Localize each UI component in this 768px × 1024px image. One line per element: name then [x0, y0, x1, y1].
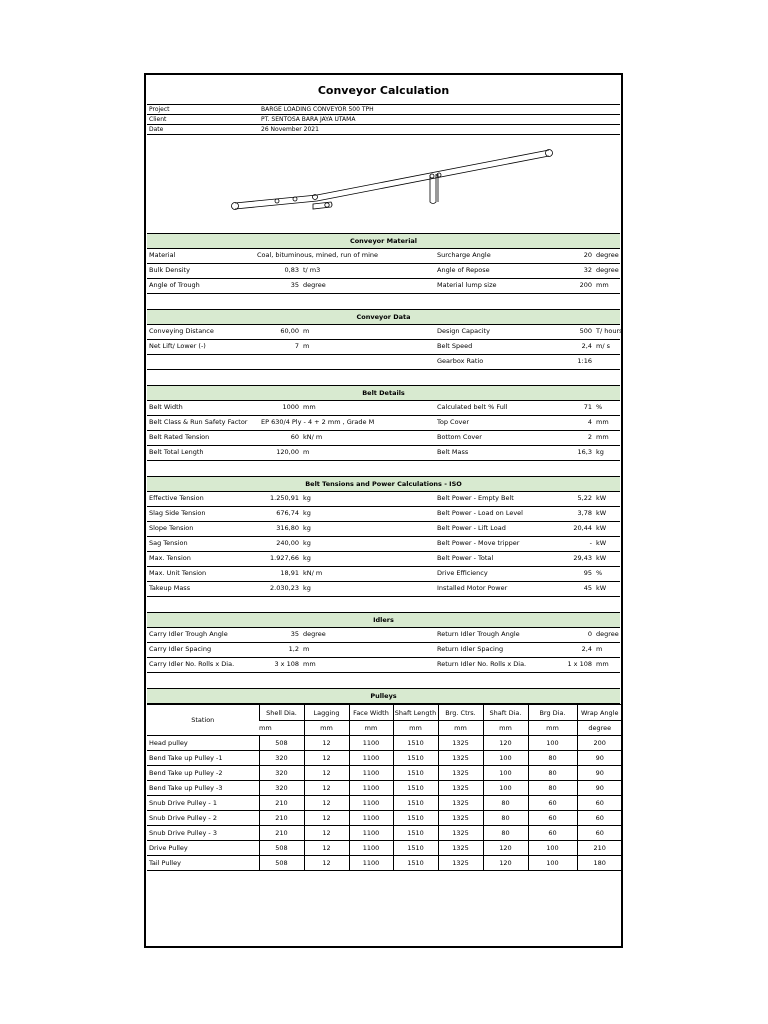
head-pulley-shape	[546, 150, 553, 157]
pulley-cell: 210	[577, 841, 622, 856]
idlers-label: Return Idler Spacing	[437, 645, 504, 653]
header-label: Client	[149, 116, 167, 123]
tensions-value: 18,91	[280, 569, 299, 577]
tensions-unit: kW	[596, 509, 607, 517]
tensions-label: Sag Tension	[149, 539, 188, 547]
belt-row	[147, 400, 620, 416]
belt-value: 4	[587, 418, 592, 426]
material-label: Material lump size	[437, 281, 497, 289]
data-label: Gearbox Ratio	[437, 357, 484, 365]
tensions-label: Installed Motor Power	[437, 584, 508, 592]
tensions-value: 316,80	[276, 524, 299, 532]
belt-value: 16,3	[577, 448, 592, 456]
idlers-label: Carry Idler Trough Angle	[149, 630, 228, 638]
pulley-cell: 508	[259, 736, 304, 751]
pulley-cell: 90	[577, 766, 622, 781]
table-row	[147, 811, 622, 826]
tensions-unit: kW	[596, 524, 607, 532]
data-value: 2,4	[581, 342, 592, 350]
belt-label: Top Cover	[437, 418, 470, 426]
pulley-cell: 12	[304, 751, 349, 766]
idlers-row	[147, 642, 620, 658]
tensions-value: 5,22	[577, 494, 592, 502]
tensions-value: 20,44	[573, 524, 592, 532]
pulley-cell: 80	[528, 781, 577, 796]
belt-value: 120,00	[276, 448, 299, 456]
material-row	[147, 248, 620, 264]
pulley-cell: 1325	[438, 736, 483, 751]
pulley-unit: mm	[393, 721, 438, 736]
pulley-column-header: Shell Dia.	[259, 705, 304, 721]
belt-row	[147, 415, 620, 431]
pulley-cell: 1510	[393, 811, 438, 826]
tensions-row	[147, 566, 620, 582]
tensions-label: Slag Side Tension	[149, 509, 206, 517]
tensions-unit: kN/ m	[303, 569, 323, 577]
belt-value: 2	[587, 433, 592, 441]
pulley-cell: 1510	[393, 751, 438, 766]
pulley-unit: mm	[259, 724, 272, 732]
tensions-label: Belt Power - Load on Level	[437, 509, 523, 517]
tensions-unit: kW	[596, 494, 607, 502]
pulley-cell: 210	[259, 826, 304, 841]
section-conveyor-material: Conveyor Material	[147, 233, 620, 249]
idlers-unit: mm	[303, 660, 316, 668]
belt-unit: kg	[596, 448, 604, 456]
section-pulleys: Pulleys	[147, 688, 620, 704]
pulley-cell: 1100	[349, 781, 393, 796]
pulley-cell: 90	[577, 781, 622, 796]
belt-unit: kN/ m	[303, 433, 323, 441]
pulley-cell: 60	[528, 826, 577, 841]
pulley-cell: 80	[528, 766, 577, 781]
pulley-cell: 80	[528, 751, 577, 766]
bend-pulley-shape	[430, 174, 434, 178]
tensions-unit: kg	[303, 524, 311, 532]
data-unit: T/ hours	[596, 327, 623, 335]
pulley-cell: 1325	[438, 796, 483, 811]
drive-pulley-shape	[325, 203, 329, 207]
pulley-cell: 12	[304, 796, 349, 811]
data-unit: m	[303, 327, 310, 335]
pulley-cell: 80	[483, 811, 528, 826]
pulley-cell: 210	[259, 811, 304, 826]
header-value: PT. SENTOSA BARA JAYA UTAMA	[261, 116, 356, 123]
tensions-unit: kg	[303, 494, 311, 502]
pulley-column-header: Lagging	[304, 705, 349, 721]
belt-lower	[235, 156, 549, 209]
header-row-date	[147, 125, 620, 135]
pulley-column-header: Shaft Length	[393, 705, 438, 721]
data-label: Conveying Distance	[149, 327, 214, 335]
data-label: Belt Speed	[437, 342, 473, 350]
idlers-value: 1,2	[288, 645, 299, 653]
pulley-cell: 1325	[438, 811, 483, 826]
tensions-unit: kg	[303, 584, 311, 592]
pulley-cell: 80	[483, 826, 528, 841]
pulley-cell: 60	[577, 796, 622, 811]
tensions-row	[147, 491, 620, 507]
pulley-cell: 320	[259, 751, 304, 766]
material-unit: t/ m3	[303, 266, 321, 274]
tensions-unit: %	[596, 569, 603, 577]
pulley-cell: 1510	[393, 826, 438, 841]
pulley-unit: mm	[483, 721, 528, 736]
pulley-cell: 120	[483, 856, 528, 871]
pulley-cell: 12	[304, 811, 349, 826]
pulley-cell: 12	[304, 826, 349, 841]
pulley-station-name: Snub Drive Pulley - 2	[149, 814, 217, 822]
pulley-station-name: Head pulley	[149, 739, 188, 747]
pulley-station-name: Drive Pulley	[149, 844, 188, 852]
data-row	[147, 339, 620, 355]
pulley-cell: 12	[304, 766, 349, 781]
data-value: 60,00	[280, 327, 299, 335]
pulley-column-header: Face Width	[349, 705, 393, 721]
belt-row	[147, 430, 620, 446]
belt-label: Belt Class & Run Safety Factor	[149, 418, 248, 426]
conveyor-diagram	[227, 138, 567, 218]
table-row	[147, 766, 622, 781]
pulley-station-name: Bend Take up Pulley -3	[149, 784, 223, 792]
tensions-value: 1.927,66	[270, 554, 299, 562]
belt-row	[147, 445, 620, 461]
idlers-value: 0	[587, 630, 592, 638]
belt-unit: mm	[596, 433, 609, 441]
material-value: 0,83	[284, 266, 299, 274]
tensions-row	[147, 536, 620, 552]
idlers-row	[147, 657, 620, 673]
section-idlers: Idlers	[147, 612, 620, 628]
table-row	[147, 841, 622, 856]
pulley-station-name: Tail Pulley	[149, 859, 181, 867]
table-row	[147, 736, 622, 751]
tensions-unit: kW	[596, 584, 607, 592]
tensions-label: Max. Unit Tension	[149, 569, 207, 577]
data-label: Design Capacity	[437, 327, 490, 335]
pulley-unit: degree	[577, 721, 622, 736]
idlers-label: Carry Idler No. Rolls x Dia.	[149, 660, 235, 668]
tensions-value: 29,43	[573, 554, 592, 562]
header-value: 26 November 2021	[261, 126, 319, 133]
pulley-cell: 1510	[393, 781, 438, 796]
belt-label: Calculated belt % Full	[437, 403, 508, 411]
tensions-value: 45	[583, 584, 592, 592]
pulley-cell: 1100	[349, 751, 393, 766]
material-label: Material	[149, 251, 176, 259]
pulley-cell: 1325	[438, 856, 483, 871]
data-value: 7	[294, 342, 299, 350]
pulley-station-name: Snub Drive Pulley - 3	[149, 829, 217, 837]
material-label: Angle of Trough	[149, 281, 200, 289]
material-value: 35	[290, 281, 299, 289]
table-row	[147, 826, 622, 841]
pulley-cell: 1510	[393, 736, 438, 751]
pulley-cell: 100	[483, 781, 528, 796]
data-row	[147, 354, 620, 370]
pulley-cell: 1100	[349, 841, 393, 856]
belt-upper	[235, 150, 549, 203]
pulley-cell: 508	[259, 856, 304, 871]
pulley-column-header: Wrap Angle	[577, 705, 622, 721]
header-row-project	[147, 105, 620, 115]
data-row	[147, 324, 623, 340]
material-label: Surcharge Angle	[437, 251, 491, 259]
material-row	[147, 263, 620, 279]
material-label: Angle of Repose	[437, 266, 490, 274]
table-row	[147, 781, 622, 796]
pulley-cell: 100	[528, 736, 577, 751]
section-belt-details: Belt Details	[147, 385, 620, 401]
pulley-cell: 12	[304, 781, 349, 796]
idlers-value: 3 x 108	[274, 660, 299, 668]
material-unit: degree	[596, 266, 619, 274]
tensions-value: 2.030,23	[270, 584, 299, 592]
tensions-label: Belt Power - Lift Load	[437, 524, 506, 532]
pulley-cell: 1100	[349, 826, 393, 841]
belt-label: Belt Mass	[437, 448, 469, 456]
pulley-cell: 1510	[393, 766, 438, 781]
belt-unit: mm	[303, 403, 316, 411]
pulley-cell: 120	[483, 736, 528, 751]
header-label: Project	[149, 106, 170, 113]
pulley-cell: 12	[304, 736, 349, 751]
idlers-unit: mm	[596, 660, 609, 668]
table-row	[147, 751, 622, 766]
header-row-client	[147, 115, 620, 125]
pulley-unit: mm	[304, 721, 349, 736]
pulley-unit: mm	[349, 721, 393, 736]
tensions-value: 240,00	[276, 539, 299, 547]
header-label: Date	[149, 126, 164, 133]
station-header: Station	[147, 705, 259, 736]
pulley-cell: 12	[304, 841, 349, 856]
belt-label: Belt Rated Tension	[149, 433, 210, 441]
page-title: Conveyor Calculation	[317, 84, 450, 97]
tensions-label: Drive Efficiency	[437, 569, 488, 577]
pulley-cell: 60	[577, 826, 622, 841]
pulley-cell: 1325	[438, 781, 483, 796]
pulley-cell: 60	[577, 811, 622, 826]
material-value: Coal, bituminous, mined, run of mine	[257, 251, 378, 259]
idlers-unit: m	[596, 645, 603, 653]
section-belt-tensions: Belt Tensions and Power Calculations - ISO	[147, 476, 620, 492]
tensions-label: Slope Tension	[149, 524, 194, 532]
pulley-cell: 1100	[349, 736, 393, 751]
pulley-station-name: Bend Take up Pulley -2	[149, 769, 223, 777]
material-label: Bulk Density	[149, 266, 190, 274]
data-label: Net Lift/ Lower (-)	[149, 342, 206, 350]
pulley-cell: 80	[483, 796, 528, 811]
pulley-column-header: Brg. Ctrs.	[438, 705, 483, 721]
tensions-label: Belt Power - Move tripper	[437, 539, 520, 547]
tensions-row	[147, 521, 620, 537]
idlers-label: Return Idler Trough Angle	[437, 630, 520, 638]
sheet-content	[147, 76, 623, 945]
tensions-row	[147, 551, 620, 567]
tensions-unit: kg	[303, 554, 311, 562]
tensions-label: Effective Tension	[149, 494, 204, 502]
belt-value: 1000	[282, 403, 299, 411]
belt-value: EP 630/4 Ply - 4 + 2 mm , Grade M	[261, 418, 375, 426]
pulley-column-header: Brg Dia.	[528, 705, 577, 721]
pulley-cell: 210	[259, 796, 304, 811]
pulley-cell: 200	[577, 736, 622, 751]
pulley-cell: 508	[259, 841, 304, 856]
data-value: 500	[579, 327, 592, 335]
belt-label: Bottom Cover	[437, 433, 482, 441]
header-value: BARGE LOADING CONVEYOR 500 TPH	[261, 106, 374, 113]
belt-unit: %	[596, 403, 603, 411]
pulley-cell: 320	[259, 781, 304, 796]
belt-value: 71	[583, 403, 592, 411]
tensions-unit: kg	[303, 509, 311, 517]
belt-label: Belt Total Length	[149, 448, 204, 456]
material-value: 200	[579, 281, 592, 289]
pulley-table	[147, 704, 622, 871]
pulley-cell: 1510	[393, 856, 438, 871]
tensions-label: Belt Power - Total	[437, 554, 494, 562]
idlers-value: 2,4	[581, 645, 592, 653]
material-row	[147, 278, 620, 294]
pulley-cell: 60	[528, 811, 577, 826]
pulley-cell: 1100	[349, 796, 393, 811]
tensions-unit: kW	[596, 554, 607, 562]
idlers-value: 1 x 108	[567, 660, 592, 668]
material-value: 20	[583, 251, 592, 259]
pulley-unit: mm	[528, 721, 577, 736]
calculation-sheet	[144, 73, 623, 948]
pulley-cell: 100	[483, 751, 528, 766]
tensions-label: Belt Power - Empty Belt	[437, 494, 514, 502]
tensions-unit: kg	[303, 539, 311, 547]
pulley-cell: 100	[528, 856, 577, 871]
tensions-label: Max. Tension	[149, 554, 191, 562]
tensions-unit: kW	[596, 539, 607, 547]
pulley-cell: 120	[483, 841, 528, 856]
pulley-station-name: Bend Take up Pulley -1	[149, 754, 223, 762]
material-unit: mm	[596, 281, 609, 289]
pulley-cell: 320	[259, 766, 304, 781]
tensions-row	[147, 581, 620, 597]
pulley-cell: 180	[577, 856, 622, 871]
idlers-row	[147, 627, 620, 643]
idlers-label: Carry Idler Spacing	[149, 645, 212, 653]
material-unit: degree	[596, 251, 619, 259]
material-unit: degree	[303, 281, 326, 289]
belt-label: Belt Width	[149, 403, 183, 411]
pulley-station-name: Snub Drive Pulley - 1	[149, 799, 217, 807]
table-row	[147, 796, 622, 811]
pulley-cell: 60	[528, 796, 577, 811]
pulley-cell: 100	[483, 766, 528, 781]
pulley-cell: 1100	[349, 766, 393, 781]
idlers-value: 35	[290, 630, 299, 638]
tensions-label: Takeup Mass	[149, 584, 191, 592]
belt-unit: mm	[596, 418, 609, 426]
tensions-value: 95	[583, 569, 592, 577]
pulley-cell: 90	[577, 751, 622, 766]
pulley-cell: 1510	[393, 841, 438, 856]
pulley-cell: 12	[304, 856, 349, 871]
pulley-column-header: Shaft Dia.	[483, 705, 528, 721]
belt-unit: m	[303, 448, 310, 456]
tensions-value: -	[589, 539, 592, 547]
pulley-cell: 1510	[393, 796, 438, 811]
pulley-cell: 100	[528, 841, 577, 856]
idlers-unit: m	[303, 645, 310, 653]
tensions-row	[147, 506, 620, 522]
pulley-header-row	[147, 705, 622, 721]
table-row	[147, 856, 622, 871]
pulley-cell: 1325	[438, 766, 483, 781]
tensions-value: 3,78	[577, 509, 592, 517]
material-value: 32	[583, 266, 592, 274]
pulley-cell: 1100	[349, 811, 393, 826]
pulley-cell: 1325	[438, 751, 483, 766]
data-unit: m/ s	[596, 342, 610, 350]
tail-pulley-shape	[232, 203, 239, 210]
tensions-value: 1.250,91	[270, 494, 299, 502]
belt-value: 60	[290, 433, 299, 441]
pulley-cell: 1325	[438, 826, 483, 841]
section-conveyor-data: Conveyor Data	[147, 309, 620, 325]
pulley-unit: mm	[438, 721, 483, 736]
idlers-unit: degree	[596, 630, 619, 638]
idlers-label: Return Idler No. Rolls x Dia.	[437, 660, 527, 668]
tensions-value: 676,74	[276, 509, 299, 517]
idler-shape	[293, 197, 297, 201]
idlers-unit: degree	[303, 630, 326, 638]
idler-shape	[275, 199, 279, 203]
data-value: 1:16	[577, 357, 592, 365]
data-unit: m	[303, 342, 310, 350]
pulley-cell: 1100	[349, 856, 393, 871]
pulley-cell: 1325	[438, 841, 483, 856]
